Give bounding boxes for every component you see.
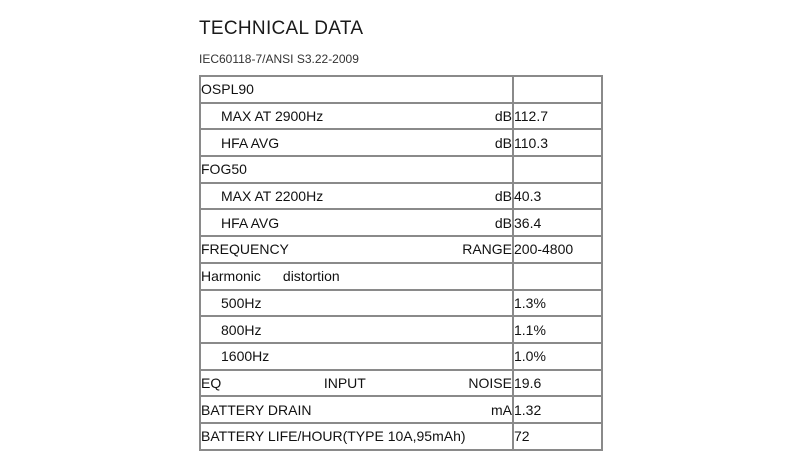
row-value: 1.1% bbox=[513, 316, 602, 343]
table-row bbox=[200, 370, 602, 397]
row-label-cell bbox=[200, 103, 513, 130]
row-label-cell bbox=[200, 76, 513, 103]
row-value: 1.3% bbox=[513, 290, 602, 317]
table-row bbox=[200, 316, 602, 343]
row-value: 40.3 bbox=[513, 183, 602, 210]
table-row bbox=[200, 263, 602, 290]
row-value bbox=[513, 156, 602, 183]
row-label-cell bbox=[200, 263, 513, 290]
row-label: MAX AT 2900Hz bbox=[221, 108, 324, 125]
table-row bbox=[200, 236, 602, 263]
row-unit: dB bbox=[494, 108, 512, 125]
row-unit: dB bbox=[494, 188, 512, 205]
row-label-cell bbox=[200, 423, 513, 450]
row-label: FREQUENCY bbox=[201, 241, 289, 258]
row-label-cell bbox=[200, 316, 513, 343]
table-row bbox=[200, 129, 602, 156]
row-label: BATTERY LIFE/HOUR(TYPE 10A,95mAh) bbox=[201, 428, 466, 445]
row-label: MAX AT 2200Hz bbox=[221, 188, 324, 205]
table-row bbox=[200, 209, 602, 236]
row-label-cell bbox=[200, 183, 513, 210]
row-label: HFA AVG bbox=[221, 214, 280, 231]
row-label-cell bbox=[200, 370, 513, 397]
row-label-part: NOISE bbox=[468, 374, 512, 391]
row-label-part: distortion bbox=[282, 268, 340, 285]
row-value: 1.32 bbox=[513, 396, 602, 423]
table-row bbox=[200, 423, 602, 450]
row-value bbox=[513, 76, 602, 103]
row-label-cell bbox=[200, 156, 513, 183]
row-label: FOG50 bbox=[201, 161, 247, 178]
row-value: 36.4 bbox=[513, 209, 602, 236]
table-row bbox=[200, 76, 602, 103]
row-value: 72 bbox=[513, 423, 602, 450]
technical-data-table bbox=[199, 75, 603, 451]
row-unit: RANGE bbox=[462, 241, 512, 258]
row-value: 110.3 bbox=[513, 129, 602, 156]
row-label-cell bbox=[200, 209, 513, 236]
row-label-cell bbox=[200, 129, 513, 156]
row-label: 1600Hz bbox=[221, 348, 270, 365]
page-title: TECHNICAL DATA bbox=[199, 18, 364, 39]
row-value: 19.6 bbox=[513, 370, 602, 397]
standard-subtitle: IEC60118-7/ANSI S3.22-2009 bbox=[199, 52, 359, 66]
row-label bbox=[201, 375, 512, 391]
row-label-cell bbox=[200, 343, 513, 370]
table-row bbox=[200, 156, 602, 183]
row-label: BATTERY DRAIN bbox=[201, 401, 312, 418]
row-label-cell bbox=[200, 236, 513, 263]
table-row bbox=[200, 343, 602, 370]
row-unit: dB bbox=[494, 134, 512, 151]
row-unit: dB bbox=[494, 214, 512, 231]
table-row bbox=[200, 103, 602, 130]
table-row bbox=[200, 396, 602, 423]
row-value: 112.7 bbox=[513, 103, 602, 130]
row-label: OSPL90 bbox=[201, 81, 254, 98]
row-label-cell bbox=[200, 396, 513, 423]
row-value bbox=[513, 263, 602, 290]
row-label-part: INPUT bbox=[323, 374, 366, 391]
row-label: HFA AVG bbox=[221, 134, 280, 151]
row-value: 1.0% bbox=[513, 343, 602, 370]
row-value: 200-4800 bbox=[513, 236, 602, 263]
row-label-part: Harmonic bbox=[201, 268, 261, 285]
table-row bbox=[200, 183, 602, 210]
row-label-part: EQ bbox=[201, 374, 222, 391]
table-row bbox=[200, 290, 602, 317]
row-label: 500Hz bbox=[221, 294, 262, 311]
row-label: 800Hz bbox=[221, 321, 262, 338]
row-unit: mA bbox=[491, 401, 512, 418]
row-label bbox=[201, 268, 340, 284]
row-label-cell bbox=[200, 290, 513, 317]
